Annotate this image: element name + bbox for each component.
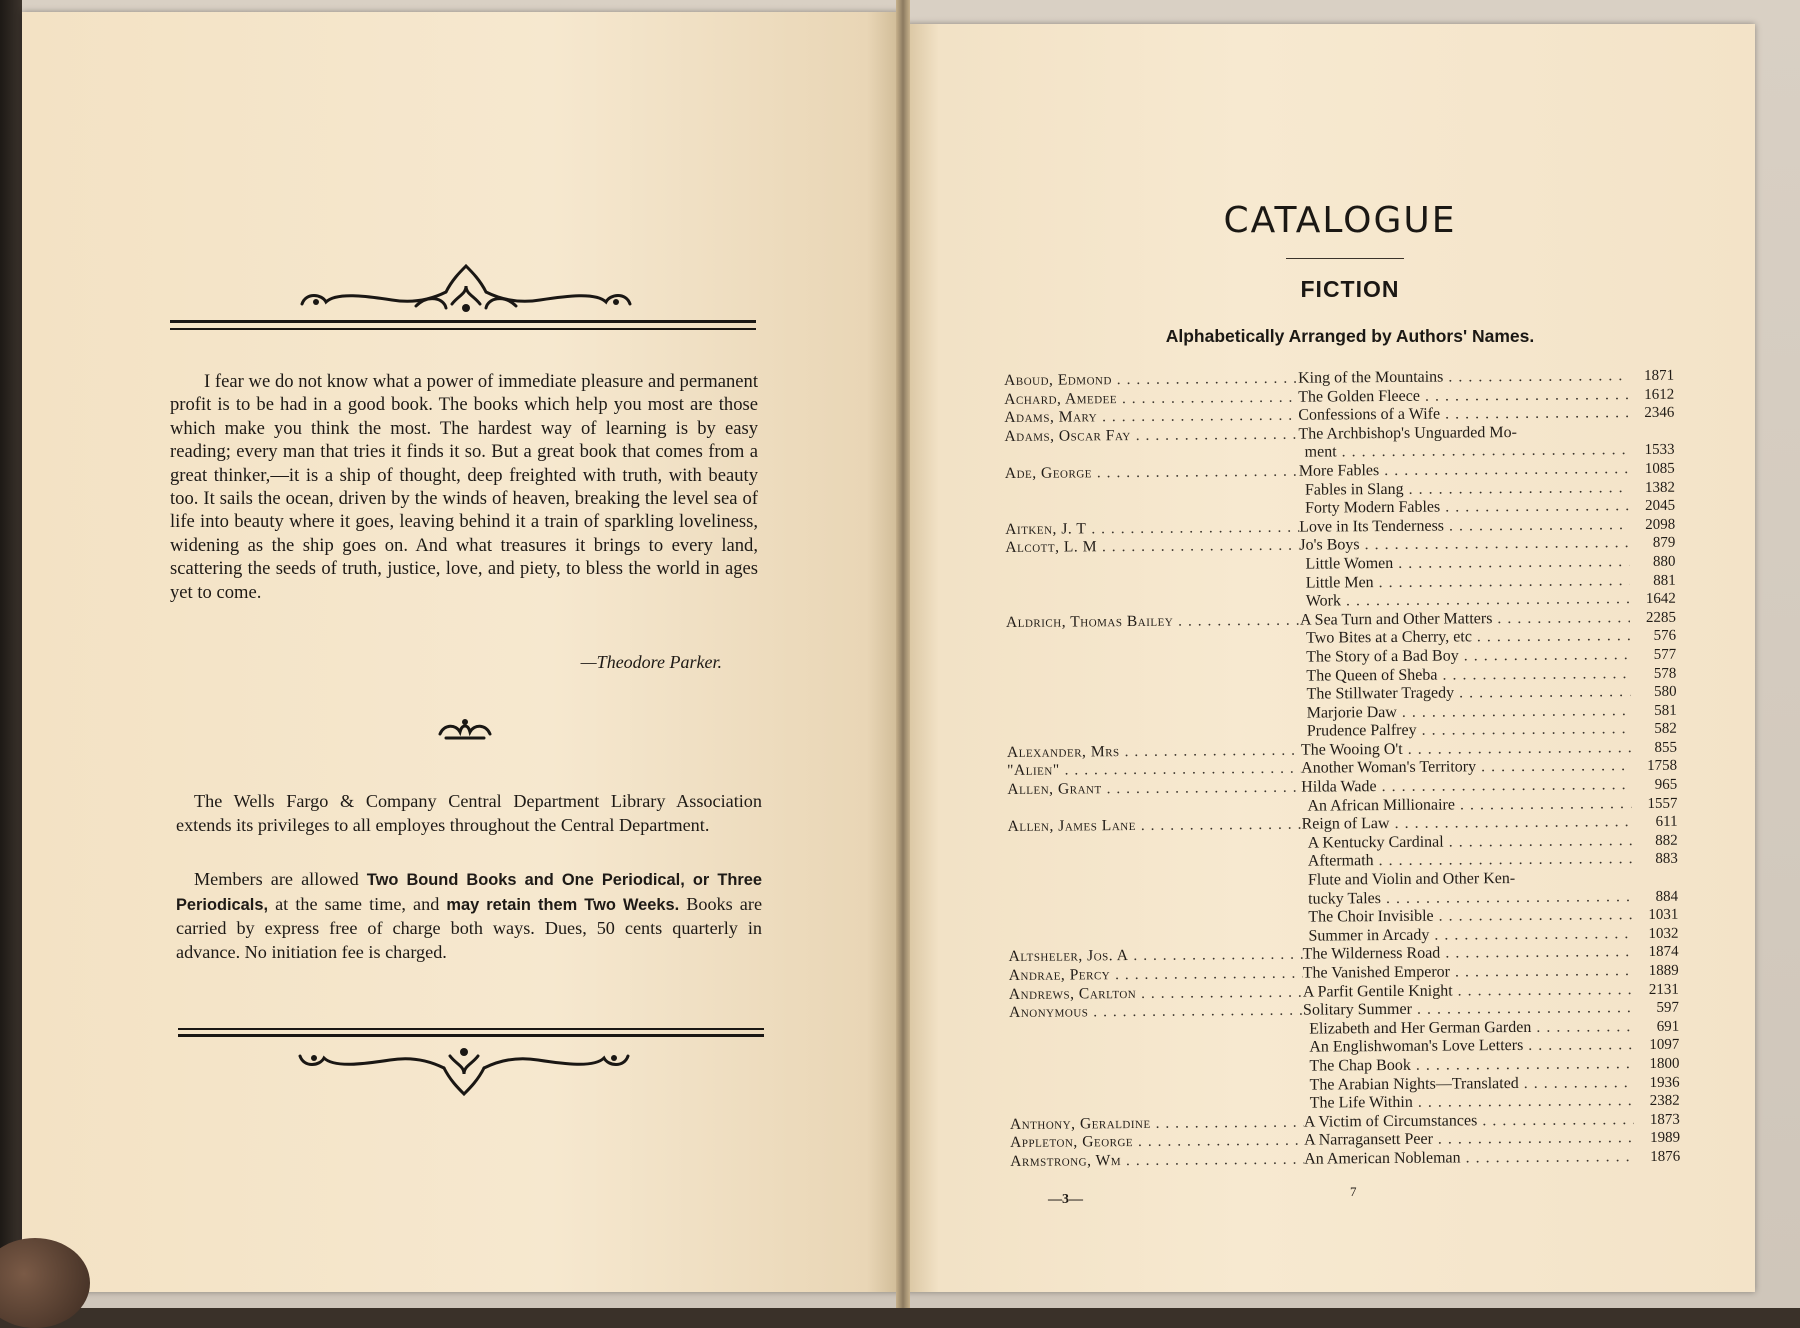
- entry-number: 883: [1655, 851, 1678, 868]
- entry-author: [1005, 500, 1299, 521]
- entry-author: [1008, 890, 1302, 911]
- top-rule-thin: [170, 328, 756, 330]
- entry-author: [1006, 686, 1300, 707]
- entry-author: [1006, 593, 1300, 614]
- entry-number: 2285: [1645, 609, 1677, 626]
- entry-title: Flute and Violin and Other Ken-: [1307, 870, 1516, 889]
- entry-title: Reign of Law . . .: [1301, 813, 1631, 834]
- entry-number: 880: [1652, 553, 1676, 570]
- entry-number: 1097: [1649, 1037, 1680, 1054]
- entry-number: 2098: [1645, 516, 1676, 533]
- entry-number: 1642: [1645, 590, 1676, 608]
- entry-author: Andrews, Carlton . . .: [1009, 983, 1303, 1004]
- entry-number: 1533: [1644, 442, 1675, 459]
- entry-title: tucky Tales . . .: [1302, 888, 1632, 909]
- entry-title: The Vanished Emperor . . .: [1303, 962, 1633, 983]
- entry-number: 1032: [1648, 925, 1679, 942]
- entry-number: 1031: [1648, 906, 1679, 924]
- entry-title: Forty Modern Fables . . .: [1299, 497, 1629, 518]
- arrangement-note: Alphabetically Arranged by Authors' Names.: [1165, 326, 1535, 346]
- center-flourish-icon: [436, 714, 494, 742]
- entry-number: 1085: [1644, 460, 1675, 477]
- entry-title: Summer in Arcady . . .: [1302, 925, 1632, 946]
- entry-number: 1874: [1648, 944, 1679, 961]
- entry-number: 1800: [1649, 1055, 1680, 1072]
- entry-author: "Alien" . . .: [1007, 760, 1301, 781]
- entry-author: [1009, 1020, 1303, 1041]
- entry-number: 855: [1654, 739, 1678, 756]
- entry-author: [1005, 481, 1299, 502]
- entry-title: The Archbishop's Unguarded Mo-: [1298, 423, 1517, 443]
- membership-paragraph: [176, 868, 762, 964]
- entry-title: Another Woman's Territory . . .: [1301, 758, 1631, 779]
- entry-author: Armstrong, Wm . . .: [1010, 1151, 1304, 1172]
- entry-author: Anonymous . . .: [1009, 1002, 1303, 1023]
- entry-author: [1008, 835, 1302, 856]
- entry-title: The Arabian Nights—Translated . . .: [1304, 1074, 1634, 1095]
- entry-title: An African Millionaire . . .: [1301, 795, 1631, 816]
- entry-author: Altsheler, Jos. A . . .: [1009, 946, 1303, 967]
- members-bold-retain: may retain them Two Weeks.: [446, 895, 680, 914]
- entry-title: Confessions of a Wife . . .: [1298, 404, 1628, 425]
- entry-number: 882: [1655, 832, 1678, 849]
- entry-number: 691: [1656, 1018, 1680, 1035]
- entry-number: 1758: [1647, 758, 1678, 775]
- association-paragraph: The Wells Fargo & Company Central Department Library Association extends its privileges to all employes throughout the Central Department.: [176, 791, 762, 835]
- entry-title: ment . . .: [1299, 441, 1629, 462]
- entry-author: Adams, Mary . . .: [1004, 407, 1298, 428]
- entry-author: [1006, 667, 1300, 688]
- quote-attribution: —Theodore Parker.: [580, 652, 722, 672]
- entry-author: [1008, 927, 1302, 948]
- entry-number: 1876: [1650, 1148, 1681, 1165]
- entry-author: [1010, 1095, 1304, 1116]
- entry-author: [1009, 1039, 1303, 1060]
- entry-author: [1008, 853, 1302, 874]
- entry-number: 879: [1652, 535, 1676, 552]
- entry-number: 1557: [1647, 795, 1678, 812]
- entry-author: [1008, 872, 1302, 893]
- entry-number: 1382: [1644, 479, 1675, 496]
- parker-quote: I fear we do not know what a power of immediate pleasure and permanent profit is to be had in a good book. The books which help you most are those which make you think the most. The hardest way of learning is by easy reading; every man that tries it finds it so. But a great book that comes from a great thinker,—it is a ship of thought, deep freighted with truth, with beauty too. It sails the ocean, driven by the winds of heaven, breaking the level sea of life into beauty where it goes, leaving behind it a train of sparkling loveliness, widening as the ship goes on. And what treasures it brings to every land, scattering the seeds of truth, justice, love, and piety, to bless the world in ages yet to come.: [170, 371, 758, 603]
- entry-title: Love in Its Tenderness . . .: [1299, 516, 1629, 537]
- entry-author: [1006, 649, 1300, 670]
- entry-number: 611: [1655, 813, 1678, 831]
- entry-title: Fables in Slang . . .: [1299, 479, 1629, 500]
- section-heading: FICTION: [1300, 276, 1400, 302]
- entry-number: [1632, 869, 1678, 888]
- entry-author: Anthony, Geraldine . . .: [1010, 1113, 1304, 1134]
- entry-title: The Story of a Bad Boy . . .: [1300, 646, 1630, 667]
- entry-title: An Englishwoman's Love Letters . . .: [1303, 1036, 1633, 1057]
- entry-number: 881: [1653, 572, 1676, 589]
- entry-title: The Life Within . . .: [1304, 1092, 1634, 1113]
- entry-number: 576: [1653, 628, 1677, 645]
- entry-number: 2131: [1648, 981, 1679, 998]
- top-rule-thick: [170, 320, 756, 323]
- right-folio: 7: [1350, 1184, 1357, 1199]
- entry-title: The Wooing O't . . .: [1301, 739, 1631, 760]
- top-ornament-icon: [296, 262, 636, 322]
- bottom-ornament-icon: [294, 1042, 634, 1100]
- entry-title: The Queen of Sheba . . .: [1300, 665, 1630, 686]
- entry-title: Prudence Palfrey . . .: [1301, 720, 1631, 741]
- entry-number: 1989: [1649, 1130, 1681, 1147]
- book-edge: [0, 0, 22, 1308]
- title-rule: [1286, 258, 1404, 259]
- entry-title: Elizabeth and Her German Garden . . .: [1303, 1018, 1633, 1039]
- entry-author: [1005, 444, 1299, 465]
- entry-author: Aitken, J. T . . .: [1005, 518, 1299, 539]
- entry-title: Aftermath . . .: [1302, 851, 1632, 872]
- entry-title: Solitary Summer . . .: [1303, 999, 1633, 1020]
- entry-title: Two Bites at a Cherry, etc . . .: [1300, 627, 1630, 648]
- catalogue-entries: [1004, 367, 1682, 1172]
- entry-number: 581: [1654, 702, 1677, 719]
- entry-title: The Wilderness Road . . .: [1303, 943, 1633, 964]
- entry-author: [1005, 556, 1299, 577]
- members-mid: at the same time, and: [275, 893, 440, 914]
- entry-number: [1628, 423, 1674, 442]
- entry-number: 2045: [1645, 497, 1676, 515]
- entry-author: Appleton, George . . .: [1010, 1132, 1304, 1153]
- entry-author: Alexander, Mrs . . .: [1007, 742, 1301, 763]
- entry-title: A Kentucky Cardinal . . .: [1302, 832, 1632, 853]
- entry-number: 577: [1653, 646, 1677, 663]
- entry-title: The Stillwater Tragedy . . .: [1300, 683, 1630, 704]
- members-bold-allowance: Two Bound Books and One Periodical, or Three Periodicals,: [176, 871, 763, 914]
- entry-title: Hilda Wade . . .: [1301, 776, 1631, 797]
- entry-title: The Golden Fleece . . .: [1298, 386, 1628, 407]
- entry-title: Little Women . . .: [1299, 553, 1629, 574]
- entry-title: Marjorie Daw . . .: [1301, 702, 1631, 723]
- entry-title: A Narragansett Peer . . .: [1304, 1129, 1634, 1150]
- entry-number: 1873: [1649, 1111, 1680, 1128]
- entry-title: Little Men . . .: [1300, 572, 1630, 593]
- entry-number: 1612: [1644, 386, 1675, 403]
- entry-author: Aldrich, Thomas Bailey . . .: [1006, 611, 1300, 632]
- entry-number: 2346: [1644, 404, 1675, 422]
- entry-author: Achard, Amedee . . .: [1004, 388, 1298, 409]
- entry-author: [1008, 909, 1302, 930]
- entry-number: 884: [1655, 888, 1679, 905]
- entry-author: Allen, Grant . . .: [1007, 779, 1301, 800]
- bottom-rule-thin: [178, 1028, 764, 1030]
- entry-author: Allen, James Lane . . .: [1008, 816, 1302, 837]
- entry-author: [1006, 574, 1300, 595]
- entry-number: 2382: [1649, 1092, 1680, 1110]
- entry-number: 965: [1654, 776, 1678, 793]
- entry-title: A Victim of Circumstances . . .: [1304, 1111, 1634, 1132]
- entry-author: Andrae, Percy . . .: [1009, 965, 1303, 986]
- entry-title: A Sea Turn and Other Matters . . .: [1300, 609, 1630, 630]
- left-folio: —3—: [1048, 1192, 1083, 1207]
- entry-author: [1007, 704, 1301, 725]
- members-intro: Members are allowed: [194, 869, 359, 889]
- entry-number: 1889: [1648, 962, 1679, 979]
- entry-title: The Choir Invisible . . .: [1302, 906, 1632, 927]
- entry-title: An American Nobleman . . .: [1304, 1148, 1634, 1169]
- members-rest: Books are carried by express free of charge both ways. Dues, 50 cents quarterly in advance. No initiation fee is charged.: [176, 893, 763, 962]
- entry-number: 1871: [1643, 367, 1675, 384]
- entry-author: [1009, 1058, 1303, 1079]
- entry-author: [1010, 1076, 1304, 1097]
- entry-author: [1006, 630, 1300, 651]
- entry-author: [1007, 723, 1301, 744]
- entry-number: 578: [1653, 665, 1677, 682]
- entry-author: Alcott, L. M . . .: [1005, 537, 1299, 558]
- entry-author: Aboud, Edmond . . .: [1004, 370, 1298, 391]
- entry-author: Ade, George . . .: [1005, 463, 1299, 484]
- bottom-rule-thick: [178, 1034, 764, 1037]
- entry-author: Adams, Oscar Fay . . .: [1004, 425, 1298, 446]
- book-gutter: [896, 0, 910, 1308]
- entry-title: The Chap Book . . .: [1303, 1055, 1633, 1076]
- entry-number: 597: [1656, 999, 1680, 1017]
- entry-title: A Parfit Gentile Knight . . .: [1303, 981, 1633, 1002]
- entry-title: Jo's Boys . . .: [1299, 534, 1629, 555]
- entry-title: Work . . .: [1300, 590, 1630, 611]
- entry-author: [1007, 797, 1301, 818]
- entry-number: 582: [1654, 721, 1677, 738]
- entry-title: More Fables . . .: [1299, 460, 1629, 481]
- catalogue-title: CATALOGUE: [1223, 200, 1457, 241]
- entry-number: 1936: [1649, 1074, 1680, 1091]
- entry-title: King of the Mountains . . .: [1298, 367, 1628, 388]
- entry-number: 580: [1653, 683, 1677, 700]
